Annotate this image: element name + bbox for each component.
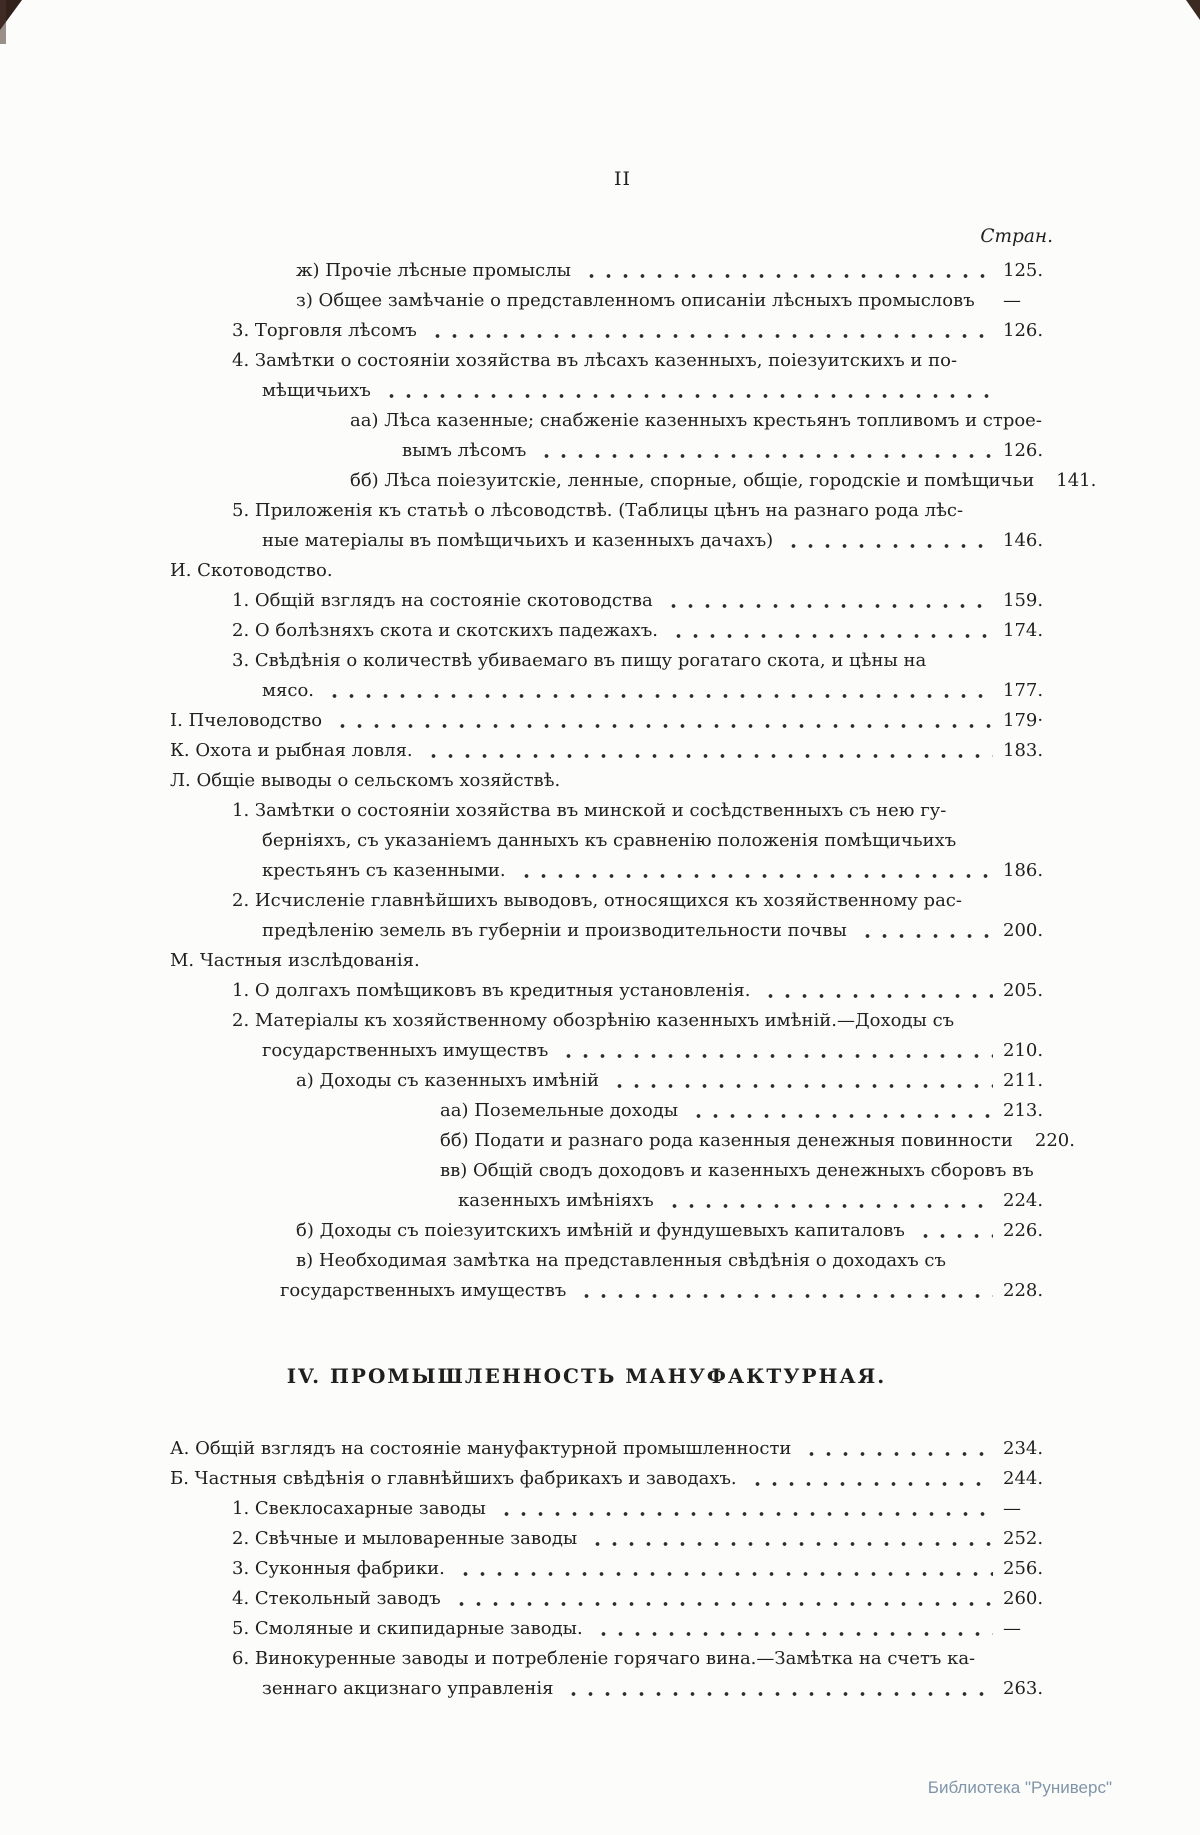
toc-entry-text: 1. Свеклосахарные заводы: [232, 1498, 486, 1519]
toc-entry-page-number: 200.: [1003, 920, 1044, 941]
dot-leader: [429, 316, 993, 346]
toc-entry-page-number: 220.: [1034, 1130, 1075, 1151]
dot-leader: [345, 556, 993, 586]
toc-entry-page-number: 179·: [1003, 710, 1044, 731]
dot-leader: [749, 1464, 993, 1494]
dot-leader: [785, 526, 993, 556]
toc-entry-text: крестьянъ съ казенными.: [262, 860, 506, 881]
toc-entry-page-number: —: [1003, 1618, 1021, 1639]
toc-entry: [170, 586, 1075, 616]
toc-entry-text: 4. Замѣтки о состояніи хозяйства въ лѣсахъ казенныхъ, поіезуитскихъ и по-: [232, 350, 958, 371]
toc-entry-text: 2. Свѣчные и мыловаренные заводы: [232, 1528, 578, 1549]
toc-entry: [170, 1524, 1075, 1554]
toc-entry: [170, 1674, 1075, 1704]
toc-entry-page-number: 263.: [1003, 1678, 1044, 1699]
toc-entry-page-number: 252.: [1003, 1528, 1044, 1549]
toc-entry: [170, 976, 1075, 1006]
toc-entry-page-number: 126.: [1003, 320, 1044, 341]
toc-entry-text: Б. Частныя свѣдѣнія о главнѣйшихъ фабрикахъ и заводахъ.: [170, 1468, 737, 1489]
toc-entry: [170, 1584, 1075, 1614]
toc-entry-page-number: 224.: [1003, 1190, 1044, 1211]
toc-entry-text: 1. Замѣтки о состояніи хозяйства въ минской и сосѣдственныхъ съ нею гу-: [232, 800, 947, 821]
toc-content: [170, 226, 1097, 1704]
dot-leader: [457, 1554, 993, 1584]
dot-leader: [565, 1674, 993, 1704]
toc-entry-page-number: 177.: [1003, 680, 1044, 701]
toc-entry-text: вымъ лѣсомъ: [402, 440, 527, 461]
toc-entry-text: мясо.: [262, 680, 314, 701]
dot-leader: [974, 886, 993, 916]
toc-entry-page-number: 226.: [1003, 1220, 1044, 1241]
dot-leader: [975, 496, 993, 526]
toc-entry: [170, 826, 1075, 856]
dot-leader: [595, 1614, 993, 1644]
toc-entry-text: 6. Винокуренные заводы и потребленіе горячаго вина.—Замѣтка на счетъ ка-: [232, 1648, 976, 1669]
toc-entry-page-number: 260.: [1003, 1588, 1044, 1609]
toc-entry-page-number: 211.: [1003, 1070, 1044, 1091]
toc-entry-page-number: 213.: [1003, 1100, 1044, 1121]
toc-entry-page-number: 244.: [1003, 1468, 1044, 1489]
dot-leader: [958, 796, 993, 826]
toc-entry-text: з) Общее замѣчаніе о представленномъ описаніи лѣсныхъ промысловъ: [296, 290, 975, 311]
dot-leader: [498, 1494, 993, 1524]
toc-entry-text: в) Необходимая замѣтка на представленныя свѣдѣнія о доходахъ съ: [296, 1250, 946, 1271]
dot-leader: [589, 1524, 993, 1554]
dot-leader: [666, 1186, 993, 1216]
toc-entry: [170, 1216, 1075, 1246]
toc-entry-text: мѣщичьихъ: [262, 380, 371, 401]
toc-entry: [170, 406, 1075, 436]
toc-entry-text: 1. О долгахъ помѣщиковъ въ кредитныя установленія.: [232, 980, 751, 1001]
toc-entry-page-number: 210.: [1003, 1040, 1044, 1061]
toc-entry: [170, 1434, 1075, 1464]
toc-entry-text: ж) Прочіе лѣсные промыслы: [296, 260, 571, 281]
toc-entry-text: б) Доходы съ поіезуитскихъ имѣній и фундушевыхъ капиталовъ: [296, 1220, 905, 1241]
dot-leader: [803, 1434, 993, 1464]
toc-entry-text: аа) Лѣса казенные; снабженіе казенныхъ крестьянъ топливомъ и строе-: [350, 410, 1042, 431]
toc-entry: [170, 256, 1075, 286]
toc-entry-page-number: 174.: [1003, 620, 1044, 641]
dot-leader: [958, 1246, 993, 1276]
dot-leader: [917, 1216, 993, 1246]
dot-leader: [987, 1644, 993, 1674]
toc-entry-text: 1. Общій взглядъ на состояніе скотоводства: [232, 590, 653, 611]
toc-entry-page-number: 186.: [1003, 860, 1044, 881]
toc-entry: [170, 1644, 1075, 1674]
toc-entry-page-number: 183.: [1003, 740, 1044, 761]
dot-leader: [583, 256, 993, 286]
toc-entry-page-number: 256.: [1003, 1558, 1044, 1579]
toc-entry-text: бб) Лѣса поіезуитскіе, ленные, спорные, общіе, городскіе и помѣщичьи: [350, 470, 1035, 491]
dot-leader: [987, 286, 993, 316]
toc-entry-text: М. Частныя изслѣдованія.: [170, 950, 420, 971]
toc-entry: [170, 526, 1075, 556]
dot-leader: [560, 1036, 993, 1066]
dot-leader: [538, 436, 993, 466]
toc-entry-page-number: 126.: [1003, 440, 1044, 461]
toc-entry: [170, 856, 1075, 886]
dot-leader: [690, 1096, 993, 1126]
toc-entry-text: 2. Исчисленіе главнѣйшихъ выводовъ, относящихся къ хозяйственному рас-: [232, 890, 962, 911]
toc-entry: [170, 1156, 1075, 1186]
dot-leader: [665, 586, 993, 616]
dot-leader: [938, 646, 993, 676]
toc-entry: [170, 1036, 1075, 1066]
toc-entry: [170, 436, 1075, 466]
toc-entry-text: бб) Подати и разнаго рода казенныя денежныя повинности: [440, 1130, 1013, 1151]
toc-entry: [170, 466, 1097, 496]
toc-entry: [170, 796, 1075, 826]
toc-entry-text: 3. Торговля лѣсомъ: [232, 320, 417, 341]
toc-entry-text: аа) Поземельные доходы: [440, 1100, 679, 1121]
toc-entry: [170, 1126, 1075, 1156]
toc-entry-text: казенныхъ имѣніяхъ: [458, 1190, 654, 1211]
page-folio-number: II: [613, 168, 631, 190]
dot-leader: [383, 376, 993, 406]
toc-entry: [170, 766, 1075, 796]
toc-entry: [170, 736, 1075, 766]
toc-entry-page-number: 146.: [1003, 530, 1044, 551]
toc-entry-text: А. Общій взглядъ на состояніе мануфактурной промышленности: [170, 1438, 792, 1459]
toc-entry-page-number: 141.: [1056, 470, 1097, 491]
section-heading: IV. ПРОМЫШЛЕННОСТЬ МАНУФАКТУРНАЯ.: [286, 1364, 887, 1388]
dot-leader: [334, 706, 993, 736]
toc-entry: [170, 886, 1075, 916]
dot-leader: [432, 946, 993, 976]
toc-entry-text: а) Доходы съ казенныхъ имѣній: [296, 1070, 600, 1091]
toc-entry-text: ные матеріалы въ помѣщичьихъ и казенныхъ дачахъ): [262, 530, 774, 551]
toc-entry-text: И. Скотоводство.: [170, 560, 333, 581]
toc-entry: [170, 1006, 1075, 1036]
toc-entry: [170, 646, 1075, 676]
toc-entry-text: К. Охота и рыбная ловля.: [170, 740, 413, 761]
toc-entry-text: Л. Общіе выводы о сельскомъ хозяйствѣ.: [170, 770, 561, 791]
toc-entry-page-number: 228.: [1003, 1280, 1044, 1301]
library-watermark: Библиотека "Руниверс": [927, 1778, 1112, 1797]
dot-leader: [670, 616, 993, 646]
dot-leader: [453, 1584, 993, 1614]
toc-entry-page-number: —: [1003, 1498, 1021, 1519]
dot-leader: [578, 1276, 993, 1306]
toc-entry-text: 3. Свѣдѣнія о количествѣ убиваемаго въ пищу рогатаго скота, и цѣны на: [232, 650, 927, 671]
toc-entry-text: зеннаго акцизнаго управленія: [262, 1678, 554, 1699]
dot-leader: [572, 766, 993, 796]
toc-entry-text: берніяхъ, съ указаніемъ данныхъ къ сравненію положенія помѣщичьихъ: [262, 830, 957, 851]
table-of-contents: [170, 256, 1097, 1704]
dot-leader: [966, 1006, 993, 1036]
dot-leader: [326, 676, 993, 706]
toc-entry: [170, 346, 1075, 376]
toc-entry: [170, 1186, 1075, 1216]
toc-entry: [170, 706, 1075, 736]
dot-leader: [762, 976, 993, 1006]
toc-entry-page-number: 159.: [1003, 590, 1044, 611]
toc-entry: [170, 286, 1075, 316]
toc-entry-text: 2. Матеріалы къ хозяйственному обозрѣнію казенныхъ имѣній.—Доходы съ: [232, 1010, 955, 1031]
toc-entry: [170, 946, 1075, 976]
toc-entry-page-number: 205.: [1003, 980, 1044, 1001]
dot-leader: [969, 346, 993, 376]
toc-entry-text: І. Пчеловодство: [170, 710, 323, 731]
toc-entry-text: 5. Приложенія къ статьѣ о лѣсоводствѣ. (Таблицы цѣнъ на разнаго рода лѣс-: [232, 500, 964, 521]
toc-entry-text: 2. О болѣзняхъ скота и скотскихъ падежахъ.: [232, 620, 658, 641]
toc-entry-page-number: 234.: [1003, 1438, 1044, 1459]
toc-entry: [170, 1066, 1075, 1096]
dot-leader: [611, 1066, 993, 1096]
toc-entry: [170, 916, 1075, 946]
toc-entry-text: 3. Суконныя фабрики.: [232, 1558, 445, 1579]
toc-entry-text: 4. Стекольный заводъ: [232, 1588, 441, 1609]
toc-entry: [170, 1096, 1075, 1126]
toc-entry-text: 5. Смоляные и скипидарные заводы.: [232, 1618, 583, 1639]
toc-entry-text: предѣленію земель въ губерніи и производительности почвы: [262, 920, 847, 941]
toc-entry: [170, 1464, 1075, 1494]
toc-entry: [170, 1276, 1075, 1306]
dot-leader: [425, 736, 993, 766]
toc-entry: [170, 1554, 1075, 1584]
toc-entry-text: вв) Общій сводъ доходовъ и казенныхъ денежныхъ сборовъ въ: [440, 1160, 1034, 1181]
dot-leader: [518, 856, 993, 886]
toc-entry-text: государственныхъ имуществъ: [280, 1280, 567, 1301]
toc-entry: [170, 556, 1075, 586]
toc-entry: [170, 676, 1075, 706]
toc-entry: [170, 616, 1075, 646]
toc-entry: [170, 496, 1075, 526]
toc-entry: [170, 1246, 1075, 1276]
toc-entry: [170, 1494, 1075, 1524]
toc-entry-page-number: 125.: [1003, 260, 1044, 281]
toc-entry-page-number: —: [1003, 290, 1021, 311]
scan-corner-artifact-top-right: [1186, 0, 1200, 20]
page-column-header: Стран.: [980, 226, 1053, 247]
dot-leader: [859, 916, 993, 946]
toc-entry: [170, 1614, 1075, 1644]
scan-corner-artifact-top-left: [0, 0, 22, 30]
toc-entry: [170, 376, 1075, 406]
toc-entry-text: государственныхъ имуществъ: [262, 1040, 549, 1061]
dot-leader: [968, 826, 993, 856]
toc-entry: [170, 316, 1075, 346]
